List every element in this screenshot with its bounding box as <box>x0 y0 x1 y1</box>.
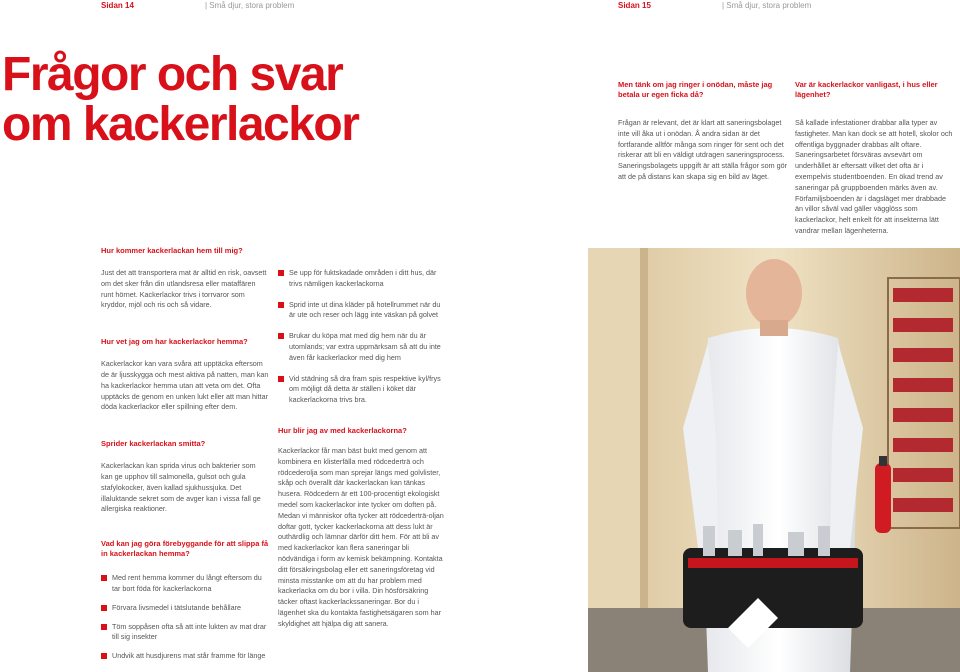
left-page-number: Sidan 14 <box>101 1 134 10</box>
list-item: Med rent hemma kommer du långt eftersom du tar bort föda för kackerlackorna <box>101 573 269 595</box>
question-heading: Sprider kackerlackan smitta? <box>101 439 206 449</box>
question-heading: Hur kommer kackerlackan hem till mig? <box>101 246 243 255</box>
question-heading: Vad kan jag göra förebyggande för att slippa få in kackerlackan hemma? <box>101 539 269 559</box>
list-item: Se upp för fuktskadade områden i ditt hus, där trivs nämligen kackerlackorna <box>278 268 444 290</box>
prevention-list <box>101 573 269 662</box>
list-item: Vid städning så dra fram spis respektive kyl/frys om möjligt då detta är ställen i köket där kackerlackorna trivs bra. <box>278 374 444 406</box>
right-section-title: | Små djur, stora problem <box>722 1 812 10</box>
page-title-line-2: om kackerlackor <box>2 98 359 151</box>
answer-text: Just det att transportera mat är alltid en risk, oavsett om det sker från din utlandsresa eller mataffären runt hörnet. Kackerlackor trivs i torrvaror som kryddor, mjöl och ris och så vidare. <box>101 268 267 310</box>
list-item: Sprid inte ut dina kläder på hotellrummet när du är ute och reser och lägg inte väskan på golvet <box>278 300 444 322</box>
question-heading: Men tänk om jag ringer i onödan, måste jag betala ur egen ficka då? <box>618 80 773 99</box>
exterminator-photo <box>588 248 960 672</box>
list-item: Brukar du köpa mat med dig hem när du är utomlands; var extra uppmärksam så att du inte även får kackerlackor med dig hem <box>278 331 444 363</box>
right-page-number: Sidan 15 <box>618 1 651 10</box>
top-column-1 <box>618 80 788 183</box>
question-heading: Var är kackerlackor vanligast, i hus eller lägenhet? <box>795 80 938 99</box>
answer-text: Frågan är relevant, det är klart att saneringsbolaget inte vill åka ut i onödan. Å andra sidan är det fortfarande alltför många som ringer för sent och det riskerar att bli en väldigt utdragen saneringsprocess. Saneringsbolagets uppgift är att ställa frågor som gör att de på distans kan skapa sig en bild av läget. <box>618 118 788 181</box>
answer-text: Kackerlackor får man bäst bukt med genom att kombinera en klisterfälla med rödcederträ och rödcederolja som man sprejar längs med golvlister, skåp och överallt där kackerlackan kan tänkas husera. Rödcedern är ett 100-procentigt ekologiskt medel som kackerlackor inte tycker om doften på. Medan vi människor ofta tycker att rödcederträ-oljan doftar gott, tycker kackerlackorna att dess lukt är outhärdlig och lämnar därför ditt hem. För att bli av med kackerlackor kan flera saneringar bli nödvändiga i form av kemisk bekämpning. Kontakta ditt försäkringsbolag eller ett saneringsföretag vid minsta misstanke om att du har problem med kackerlacka om du bor i villa. Din hösförsäkring täcker oftast kackerlackssaneringar. Bor du i lägenhet ska du kontakta fastighetsägaren som har skyldighet att hjälpa dig att sanera. <box>278 445 444 628</box>
prevention-list-continued <box>278 268 444 406</box>
question-heading: Hur vet jag om har kackerlackor hemma? <box>101 337 248 347</box>
exterminator-illustration <box>588 248 960 672</box>
list-item: Förvara livsmedel i tätslutande behållare <box>101 603 269 614</box>
page-title-line-1: Frågor och svar <box>2 48 343 101</box>
question-heading: Hur blir jag av med kackerlackorna? <box>278 425 407 435</box>
answer-text: Kackerlackor kan vara svåra att upptäcka eftersom de är ljusskygga och mest aktiva på natten, man kan ha kackerlackor hemma utan att veta om det. Ofta upptäcks de genom en unken lukt eller att man hittar döda kackerlackor eller spillning efter dem. <box>101 359 269 412</box>
list-item: Töm soppåsen ofta så att inte lukten av mat drar till sig insekter <box>101 622 269 644</box>
answer-text: Kackerlackan kan sprida virus och bakterier som kan ge upphov till salmonella, gulsot och gula stafylokocker, även kallad sjukhussjuka. Det illaluktande sekret som de avger kan i vissa fall ge allergiska reaktioner. <box>101 461 261 514</box>
top-column-2 <box>795 80 955 237</box>
list-item: Undvik att husdjurens mat står framme för länge <box>101 651 269 662</box>
answer-text: Så kallade infestationer drabbar alla typer av fastigheter. Man kan dock se att hotell, skolor och offentliga byggnader drabbas allt oftare. Saneringsarbetet försväras avsevärt om underhållet är eftersatt vilket det ofta är i exempelvis studentboenden. En ökad trend av saneringar på gruppboenden märks även av. Förfamiljsboenden är i dagsläget mer drabbade än villor såväl vad gäller vägglöss som kackerlackor, helt enkelt för att insekterna lätt vandrar mellan lägenheterna. <box>795 118 953 235</box>
page-title <box>2 50 358 150</box>
column-2 <box>278 268 444 630</box>
left-section-title: | Små djur, stora problem <box>205 1 295 10</box>
column-1 <box>101 246 269 662</box>
